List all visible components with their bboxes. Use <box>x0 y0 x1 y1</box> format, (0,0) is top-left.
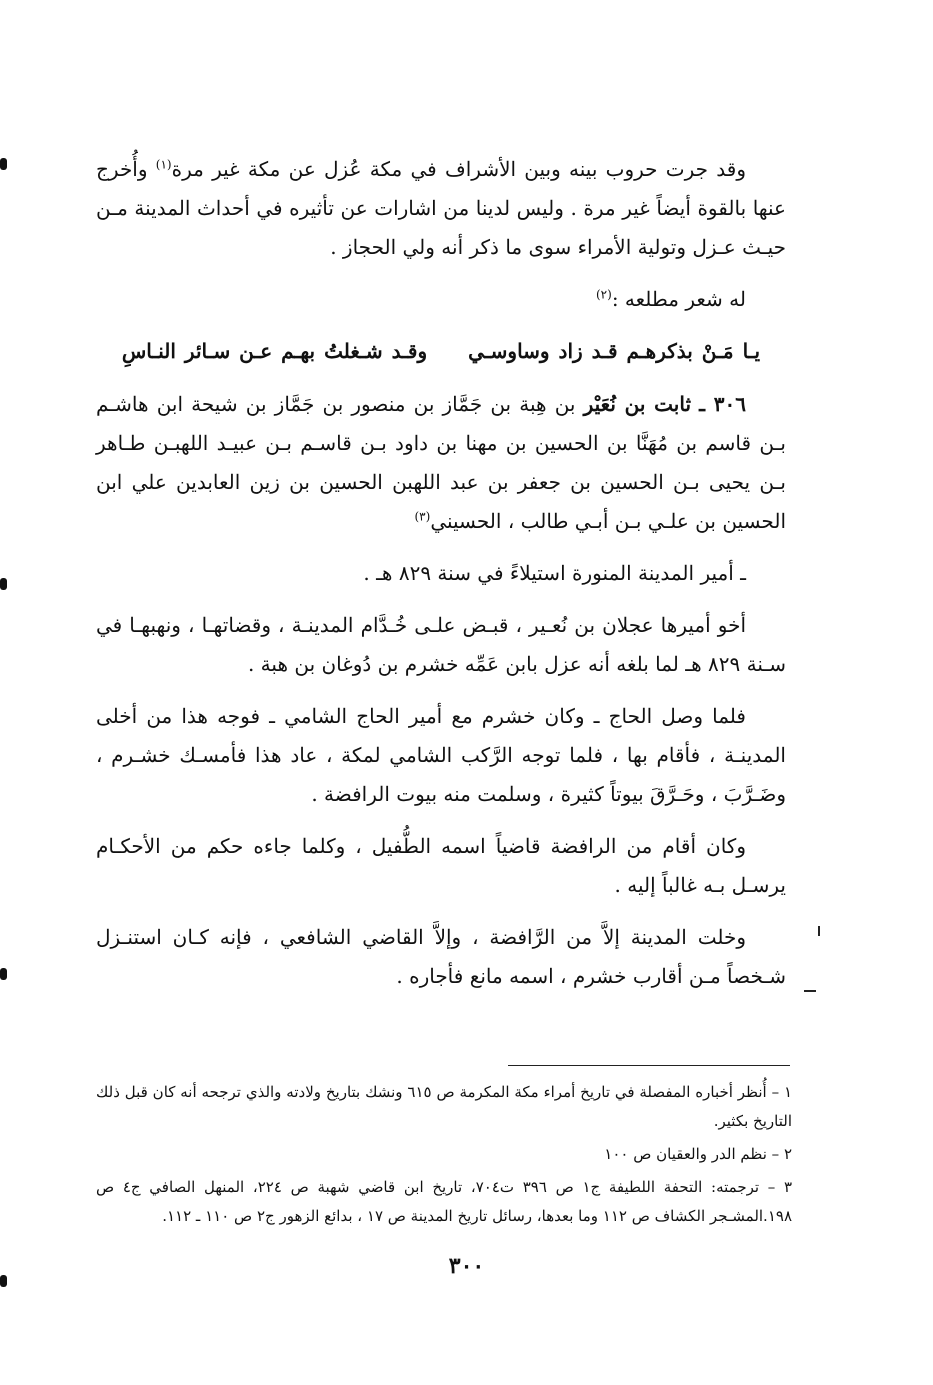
paragraph-1 <box>96 150 786 267</box>
scan-margin-mark <box>0 578 7 590</box>
paragraph-1-text: وقد جرت حروب بينه وبين الأشراف في مكة عُزل عن مكة غير مرة <box>171 157 746 181</box>
margin-dash-mark <box>804 990 816 992</box>
paragraph-1-continuation: وأُخرج عنها بالقوة أيضاً غير مرة . وليس لدينا من اشارات عن تأثيره في أحداث المدينة مـن حيـث عـزل وتولية الأمراء سوى ما ذكر أنه ولي الحجاز . <box>96 157 786 259</box>
footnote-2: ٢ – نظم الدر والعقيان ص ١٠٠ <box>604 1145 792 1163</box>
entry-number: ٣٠٦ ـ <box>699 392 747 416</box>
footnote-ref-2: (٢) <box>595 287 612 302</box>
footnote-1: ١ – أُنظر أخباره المفصلة في تاريخ أمراء مكة المكرمة ص ٦١٥ ونشك بتاريخ ولادته والذي ترجحه أنه كان قبل ذلك التاريخ بكثير. <box>96 1083 792 1130</box>
footnotes <box>96 1078 792 1235</box>
paragraph-7: وكان أقام من الرافضة قاضياً اسمه الطُّفيل ، وكلما جاءه حكم من الأحكـام يرسـل بـه غالباً إليه . <box>96 834 786 897</box>
footnote-3: ٣ – ترجمته: التحفة اللطيفة ج١ ص ٣٩٦ ت٧٠٤، تاريخ ابن قاضي شهبة ص ٢٢٤، المنهل الصافي ج٤ ص ١٩٨.المشـجر الكشاف ص ١١٢ وما بعدها، رسائل تاريخ المدينة ص ١٧ ، بدائع الزهور ج٢ ص ١١٠ ـ ١١٢. <box>96 1178 793 1225</box>
poem-verse <box>96 332 786 371</box>
biography-entry <box>96 385 786 541</box>
entry-lineage: بن هِبة بن جَمَّاز بن منصور بن جَمَّاز بن شيحة ابن هاشـم بـن قاسم بن مُهَنَّا بن الحسين بن مهنا بن داود بـن قاسـم بـن عبيـد اللهبـن طـاهر بـن يحيى بـن الحسين بن جعفر بن عبد اللهبن الحسين بن زين العابدين علي ابن الحسين بن علـي بـن أبـي طالب ، الحسيني <box>96 392 786 533</box>
verse-hemistich-1: يـا مَـنْ بذكرهـم قـد زاد وساوسـي <box>468 339 761 363</box>
paragraph-4: ـ أمير المدينة المنورة استيلاءً في سنة ٨٢٩ هـ . <box>363 561 746 585</box>
footnote-ref-1: (١) <box>155 157 172 172</box>
main-text <box>96 150 786 1009</box>
paragraph-2-text: له شعر مطلعه : <box>611 287 746 311</box>
scan-margin-mark <box>0 158 7 170</box>
verse-hemistich-2: وقـد شـغلتُ بهـم عـن سـائر النـاسِ <box>121 339 428 363</box>
footnote-ref-3: (٣) <box>414 509 431 524</box>
scan-margin-mark <box>0 968 7 980</box>
page-number: ٣٠٠ <box>448 1253 485 1279</box>
paragraph-5: أخو أميرها عجلان بن نُعـير ، قبـض علـى خُـدَّام المدينـة ، وقضاتهـا ، ونهبهـا في سـنة ٨٢٩ هـ لما بلغه أنه عزل بابن عَمِّه خشرم بن دُوغان بن هبة . <box>96 613 786 676</box>
paragraph-6: فلما وصل الحاج ـ وكان خشرم مع أمير الحاج الشامي ـ فوجه هذا من أخلى المدينـة ، فأقام بها ، فلما توجه الرَّكب الشامي لمكة ، عاد هذا فأمسـك خشـرم ، وضَـرَّبَ ، وحَـرَّقَ بيوتاً كثيرة ، وسلمت منه بيوت الرافضة . <box>96 704 786 806</box>
footnote-separator <box>508 1065 790 1066</box>
entry-name: ثابت بن نُعَيْر <box>583 392 692 416</box>
paragraph-2 <box>96 280 786 319</box>
margin-tick-mark <box>818 926 820 936</box>
paragraph-8: وخلت المدينة إلاَّ من الرَّافضة ، وإلاَّ القاضي الشافعي ، فإنه كـان استنـزل شـخصاً مـن أقارب خشرم ، اسمه مانع فأجاره . <box>96 925 786 988</box>
